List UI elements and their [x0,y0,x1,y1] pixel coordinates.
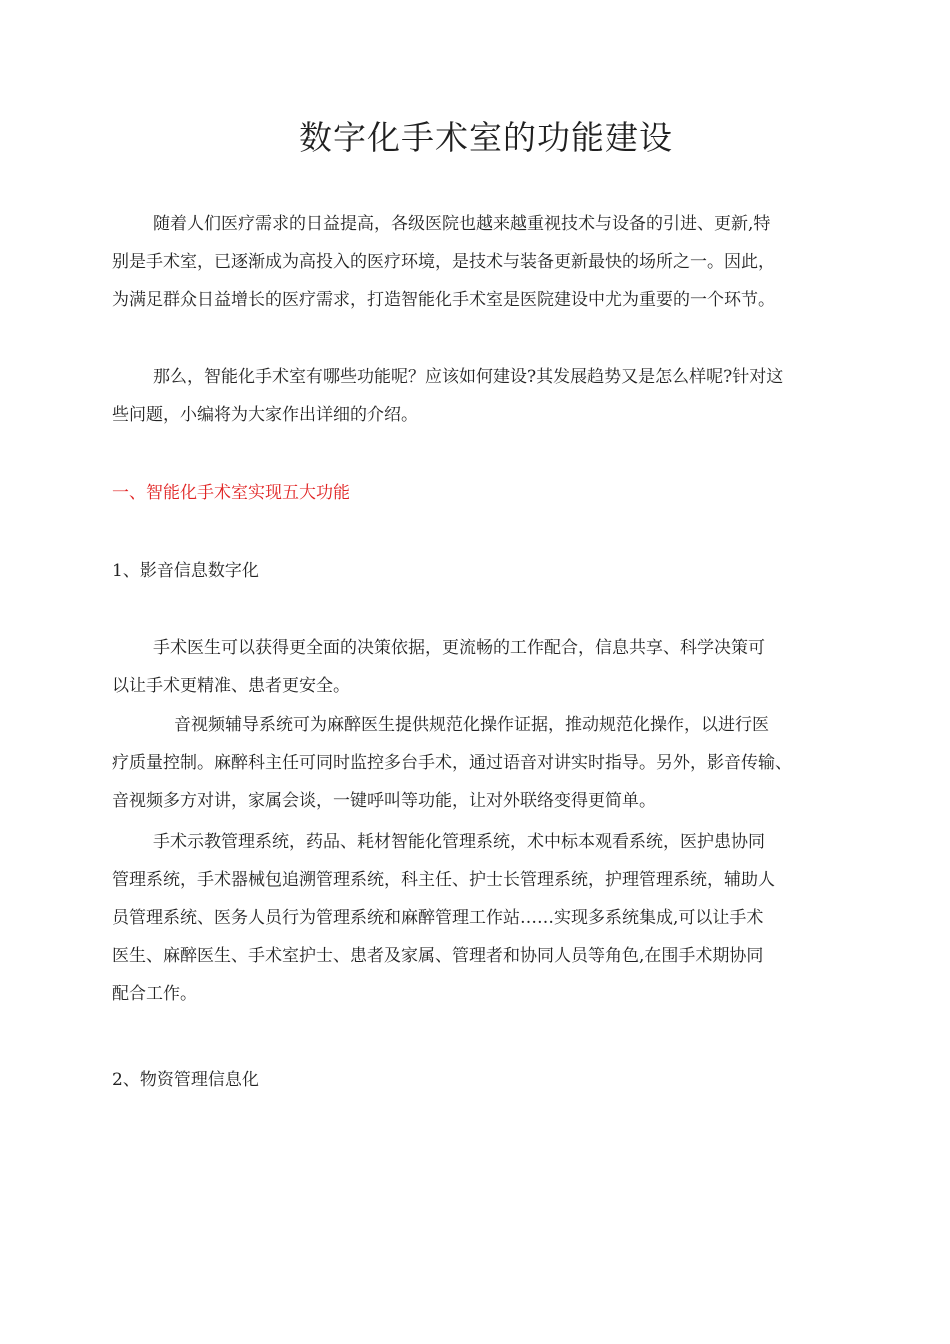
av-paragraph-1 [112,629,862,705]
av-p3-line-4: 医生、麻醉医生、手术室护士、患者及家属、管理者和协同人员等角色,在围手术期协同 [112,946,764,966]
intro-line-1: 随着人们医疗需求的日益提高，各级医院也越来越重视技术与设备的引进、更新,特 [153,214,771,234]
av-paragraph-3 [112,823,862,1013]
av-p1-line-2: 以让手术更精准、患者更安全。 [112,676,350,696]
question-line-1: 那么，智能化手术室有哪些功能呢？应该如何建设?其发展趋势又是怎么样呢?针对这 [153,367,784,387]
av-p1-line-1: 手术医生可以获得更全面的决策依据，更流畅的工作配合，信息共享、科学决策可 [153,638,765,658]
intro-line-3: 为满足群众日益增长的医疗需求，打造智能化手术室是医院建设中尤为重要的一个环节。 [112,290,775,310]
av-p3-line-5: 配合工作。 [112,984,197,1004]
document-title: 数字化手术室的功能建设 [299,118,673,157]
subheading-materials-informatization: 2、物资管理信息化 [112,1070,259,1090]
av-p2-line-2: 疗质量控制。麻醉科主任可同时监控多台手术，通过语音对讲实时指导。另外，影音传输、 [112,753,792,773]
av-paragraph-2 [112,706,862,820]
question-paragraph [112,358,862,434]
av-p2-line-1: 音视频辅导系统可为麻醉医生提供规范化操作证据，推动规范化操作，以进行医 [174,715,769,735]
question-line-2: 些问题，小编将为大家作出详细的介绍。 [112,405,418,425]
av-p3-line-1: 手术示教管理系统，药品、耗材智能化管理系统，术中标本观看系统，医护患协同 [153,832,765,852]
av-p2-line-3: 音视频多方对讲，家属会谈，一键呼叫等功能，让对外联络变得更简单。 [112,791,656,811]
subheading-av-digitization: 1、影音信息数字化 [112,561,259,581]
section-heading-functions: 一、智能化手术室实现五大功能 [112,483,350,503]
av-p3-line-2: 管理系统，手术器械包追溯管理系统，科主任、护士长管理系统，护理管理系统，辅助人 [112,870,775,890]
intro-paragraph [112,205,862,319]
intro-line-2: 别是手术室，已逐渐成为高投入的医疗环境，是技术与装备更新最快的场所之一。因此， [112,252,775,272]
av-p3-line-3: 员管理系统、医务人员行为管理系统和麻醉管理工作站……实现多系统集成,可以让手术 [112,908,764,928]
